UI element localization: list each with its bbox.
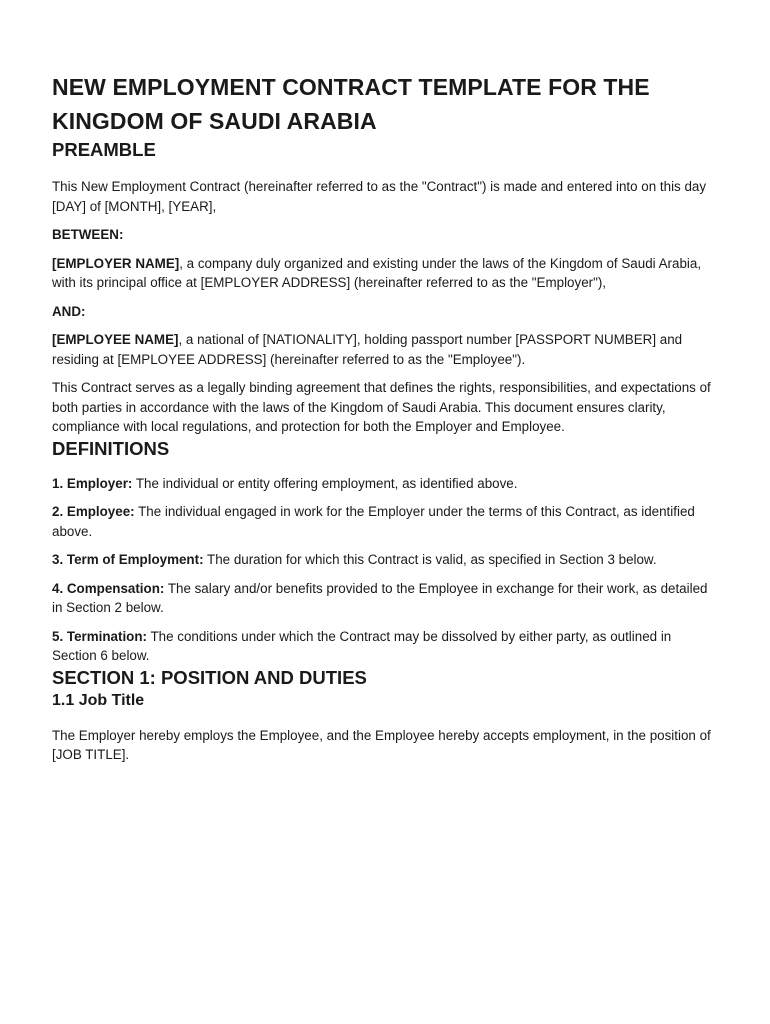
definition-text: The conditions under which the Contract may be dissolved by either party, as outlined in Section 6 below. bbox=[52, 628, 672, 663]
employee-description: , a national of [NATIONALITY], holding passport number [PASSPORT NUMBER] and residing at [EMPLOYEE ADDRESS] (hereinafter referred to as the "Employee"). bbox=[52, 332, 683, 367]
job-title-text: The Employer hereby employs the Employee, and the Employee hereby accepts employment, in the position of [JOB TITLE]. bbox=[52, 727, 711, 762]
definition-item bbox=[52, 627, 718, 666]
definition-item bbox=[52, 550, 718, 570]
employee-name: [EMPLOYEE NAME] bbox=[52, 332, 179, 347]
definition-term: 4. Compensation: bbox=[52, 580, 165, 596]
definition-term: 2. Employee: bbox=[52, 504, 135, 519]
definition-term: 3. Term of Employment: bbox=[52, 552, 204, 567]
employer-description: , a company duly organized and existing under the laws of the Kingdom of Saudi Arabia, with its principal office at [EMPLOYER ADDRESS] (hereinafter referred to as the "Employer"), bbox=[52, 255, 702, 290]
preamble-intro: This New Employment Contract (hereinafter referred to as the "Contract") is made and entered into on this day [DAY] of [MONTH], [YEAR], bbox=[52, 179, 707, 214]
definition-item bbox=[52, 474, 718, 494]
definition-term: 5. Termination: bbox=[52, 628, 147, 644]
definition-term: 1. Employer: bbox=[52, 475, 133, 491]
definition-text: The salary and/or benefits provided to the Employee in exchange for their work, as detailed in Section 2 below. bbox=[52, 580, 708, 615]
and-label: AND: bbox=[52, 303, 86, 319]
employee-paragraph bbox=[52, 330, 718, 369]
preamble-purpose: This Contract serves as a legally binding agreement that defines the rights, responsibilities, and expectations of both parties in accordance with the laws of the Kingdom of Saudi Arabia. This document ensures clarity, compliance with local regulations, and protection for both the Employer and Employee. bbox=[52, 380, 711, 434]
document-title: NEW EMPLOYMENT CONTRACT TEMPLATE FOR THE KINGDOM OF SAUDI ARABIA bbox=[52, 74, 650, 134]
employer-name: [EMPLOYER NAME] bbox=[52, 255, 180, 271]
between-label: BETWEEN: bbox=[52, 227, 124, 242]
definition-text: The duration for which this Contract is valid, as specified in Section 3 below. bbox=[203, 552, 657, 567]
preamble-heading: PREAMBLE bbox=[52, 139, 156, 160]
definition-text: The individual engaged in work for the Employer under the terms of this Contract, as identified above. bbox=[52, 504, 695, 539]
employer-paragraph bbox=[52, 254, 718, 293]
definition-item bbox=[52, 502, 718, 541]
definitions-heading: DEFINITIONS bbox=[52, 437, 170, 459]
definition-text: The individual or entity offering employment, as identified above. bbox=[132, 475, 518, 491]
section1-heading: SECTION 1: POSITION AND DUTIES bbox=[52, 666, 367, 688]
job-title-heading: 1.1 Job Title bbox=[52, 691, 145, 709]
definition-item bbox=[52, 579, 718, 618]
